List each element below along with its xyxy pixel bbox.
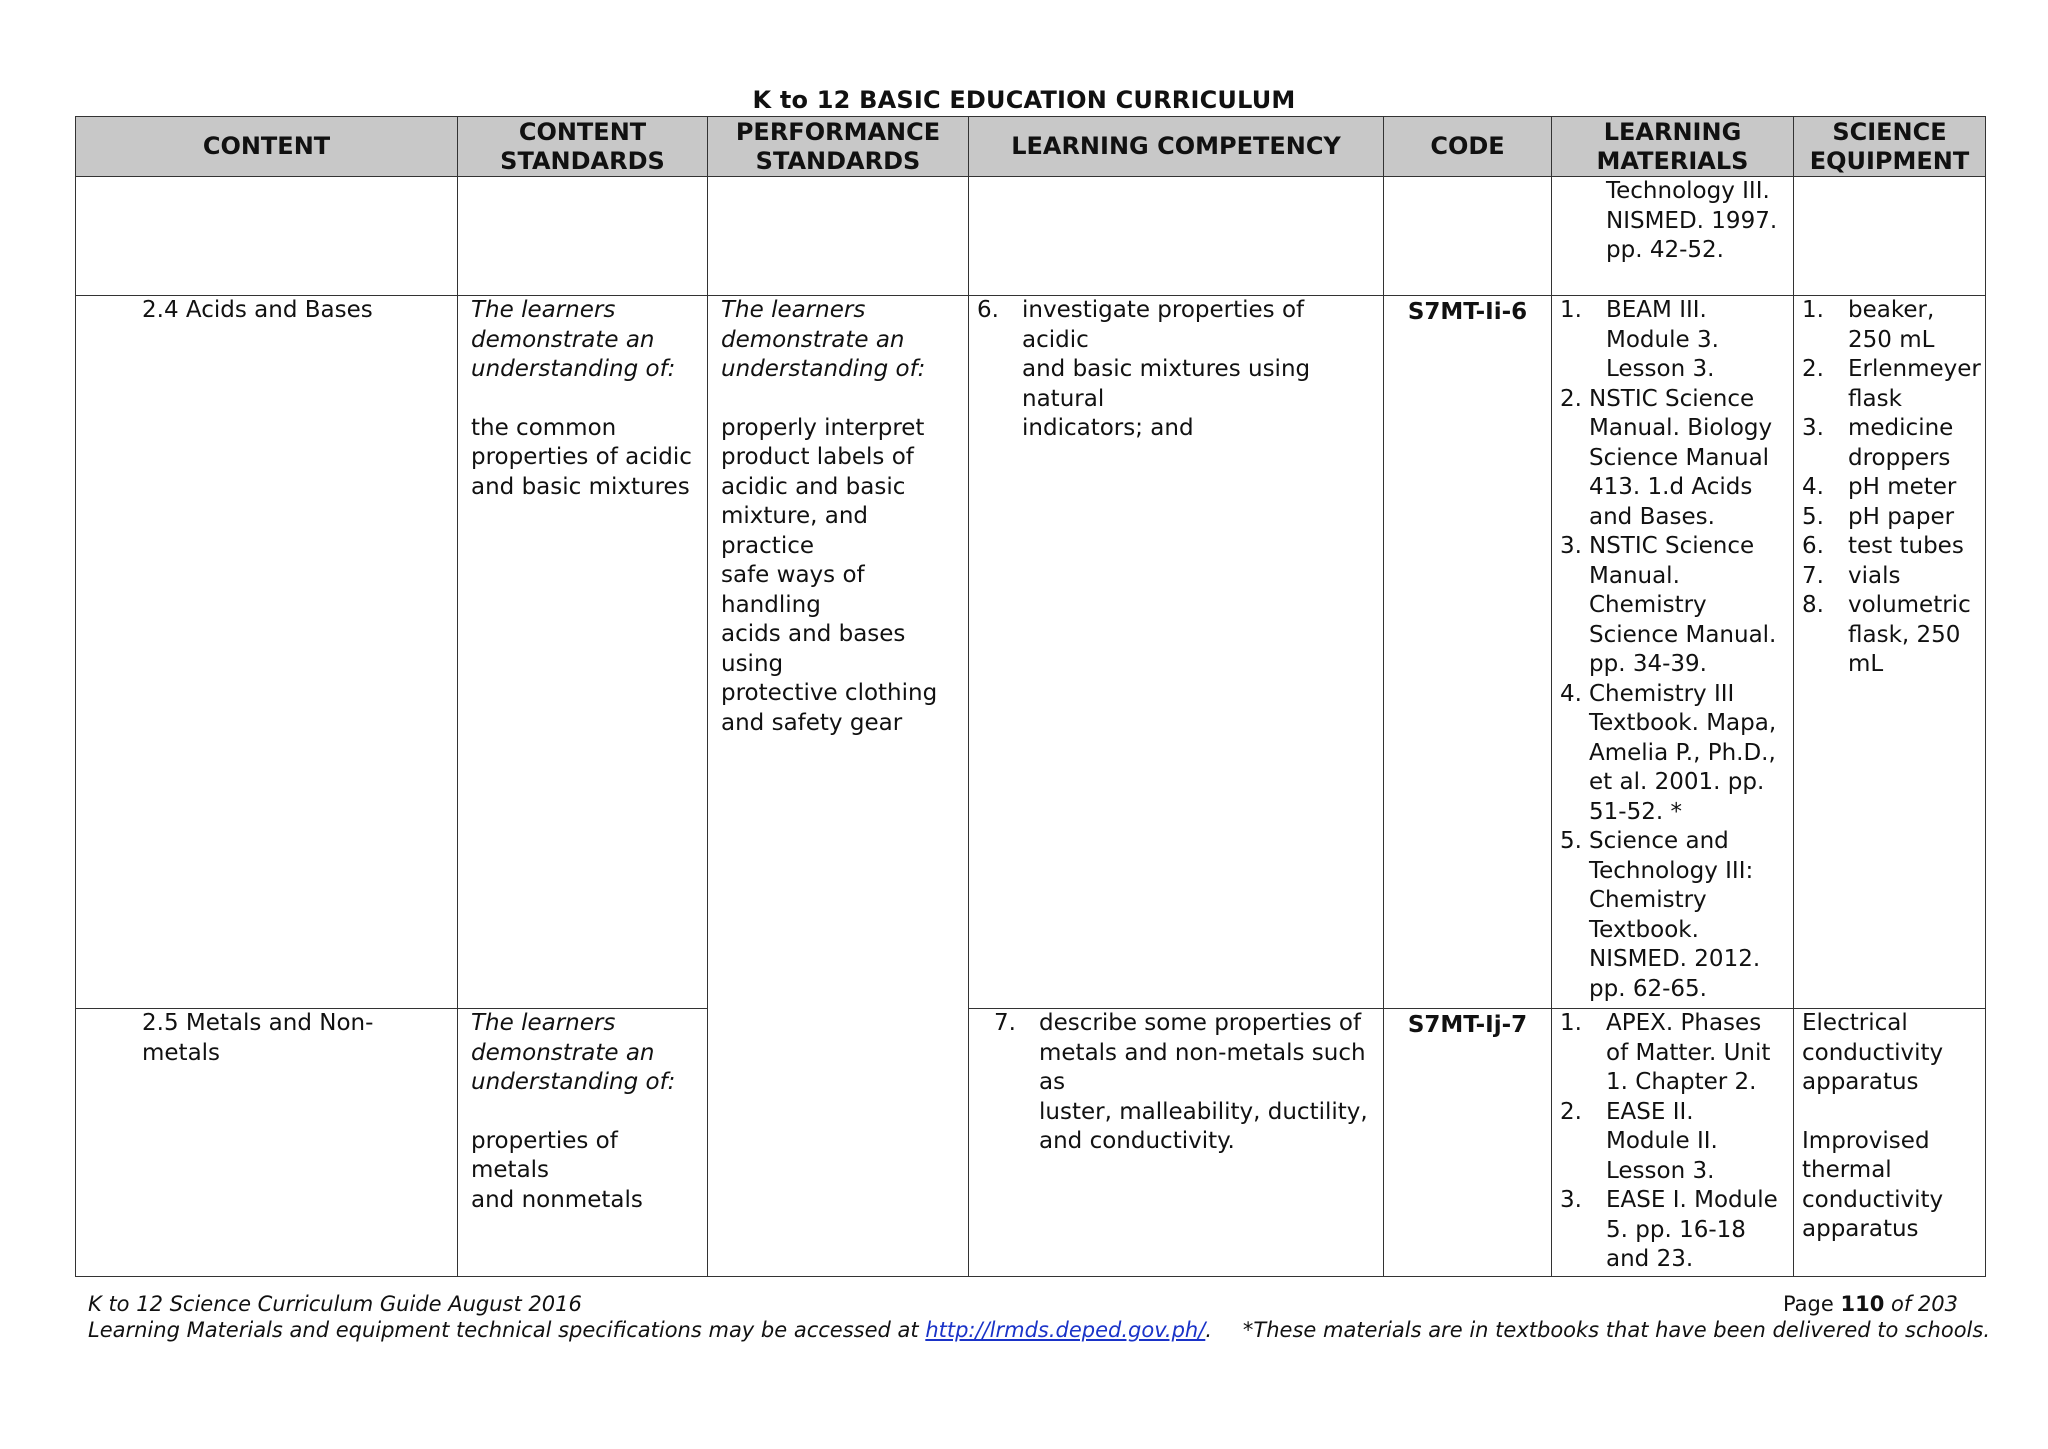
list-item: 1. APEX. Phases of Matter. Unit 1. Chapter 2. (1560, 1010, 1771, 1095)
header-content-standards: CONTENT STANDARDS (458, 117, 708, 177)
list-item: 5. Science and Technology III: Chemistry Textbook. NISMED. 2012. pp. 62-65. (1560, 828, 1761, 1002)
cell-content-acids: 2.4 Acids and Bases (76, 296, 458, 1009)
cell-empty (1794, 177, 1986, 296)
list-item: 2. NSTIC Science Manual. Biology Science Manual 413. 1.d Acids and Bases. (1560, 385, 1773, 530)
list-item: 7. vials (1802, 562, 1901, 589)
cell-competency-acids (969, 296, 1384, 1009)
list-item: 2. EASE II. Module II. Lesson 3. (1560, 1098, 1718, 1184)
list-item: 1. BEAM III. Module 3. Lesson 3. (1560, 297, 1719, 382)
table-row (76, 1009, 1986, 1277)
document-title: K to 12 BASIC EDUCATION CURRICULUM (752, 86, 1296, 114)
cell-content-metals: 2.5 Metals and Non-metals (76, 1009, 458, 1277)
cell-empty (708, 177, 969, 296)
cell-empty (458, 177, 708, 296)
cell-equipment-metals: Electrical conductivity apparatus Improvised thermal conductivity apparatus (1794, 1009, 1986, 1277)
cell-performance-standards-acids: The learners demonstrate an understanding of: properly interpret product labels of acidic and basic mixture, and practice safe ways of handling acids and bases using protective clothing and safety gear (708, 296, 969, 1277)
list-item: 4. Chemistry III Textbook. Mapa, Amelia P., Ph.D., et al. 2001. pp. 51-52. * (1560, 680, 1777, 825)
header-learning-materials: LEARNING MATERIALS (1552, 117, 1794, 177)
list-item: 3. NSTIC Science Manual. Chemistry Science Manual. pp. 34-39. (1560, 533, 1777, 677)
header-learning-competency: LEARNING COMPETENCY (969, 117, 1384, 177)
cell-empty (1384, 177, 1552, 296)
lrmds-link[interactable]: http://lrmds.deped.gov.ph/ (925, 1318, 1206, 1342)
footer-materials-note: Learning Materials and equipment technical specifications may be accessed at http://lrmds.deped.gov.ph/. (88, 1318, 1212, 1342)
curriculum-table (75, 116, 1986, 1277)
cell-materials-metals (1552, 1009, 1794, 1277)
footer-textbook-note: *These materials are in textbooks that have been delivered to schools. (1242, 1318, 1990, 1342)
list-item: 3. EASE I. Module 5. pp. 16-18 and 23. (1560, 1187, 1778, 1272)
header-content: CONTENT (76, 117, 458, 177)
header-row (76, 117, 1986, 177)
cell-empty (76, 177, 458, 296)
table-row (76, 177, 1986, 296)
list-item: 8. volumetric flask, 250 mL (1802, 592, 1971, 677)
cell-content-standards-metals: The learners demonstrate an understanding of: properties of metals and nonmetals (458, 1009, 708, 1277)
header-code: CODE (1384, 117, 1552, 177)
cell-competency-metals (969, 1009, 1384, 1277)
cell-content-standards-acids: The learners demonstrate an understanding of: the common properties of acidic and basic mixtures (458, 296, 708, 1009)
footer-guide-title: K to 12 Science Curriculum Guide August 2016 (88, 1292, 582, 1316)
list-item: 4. pH meter (1802, 474, 1957, 500)
table-row (76, 296, 1986, 1009)
list-item: 1. beaker, 250 mL (1802, 297, 1935, 353)
cell-code-acids: S7MT-Ii-6 (1384, 296, 1552, 1009)
cell-empty (969, 177, 1384, 296)
list-item: 6. test tubes (1802, 533, 1964, 559)
cell-equipment-acids (1794, 296, 1986, 1009)
footer-page-number: Page 110 of 203 (1782, 1292, 1958, 1316)
list-item: 3. medicine droppers (1802, 415, 1954, 471)
cell-materials-acids (1552, 296, 1794, 1009)
header-performance-standards: PERFORMANCE STANDARDS (708, 117, 969, 177)
list-item: 2. Erlenmeyer flask (1802, 356, 1981, 412)
list-item: 7. describe some properties of metals and non-metals such as luster, malleability, ductility, and conductivity. (994, 1010, 1368, 1154)
list-item: 6. investigate properties of acidic and basic mixtures using natural indicators; and (977, 297, 1311, 441)
list-item: 5. pH paper (1802, 503, 1955, 530)
cell-code-metals: S7MT-Ij-7 (1384, 1009, 1552, 1277)
header-science-equipment: SCIENCE EQUIPMENT (1794, 117, 1986, 177)
cell-materials-continued: Technology III. NISMED. 1997. pp. 42-52. (1552, 177, 1794, 296)
